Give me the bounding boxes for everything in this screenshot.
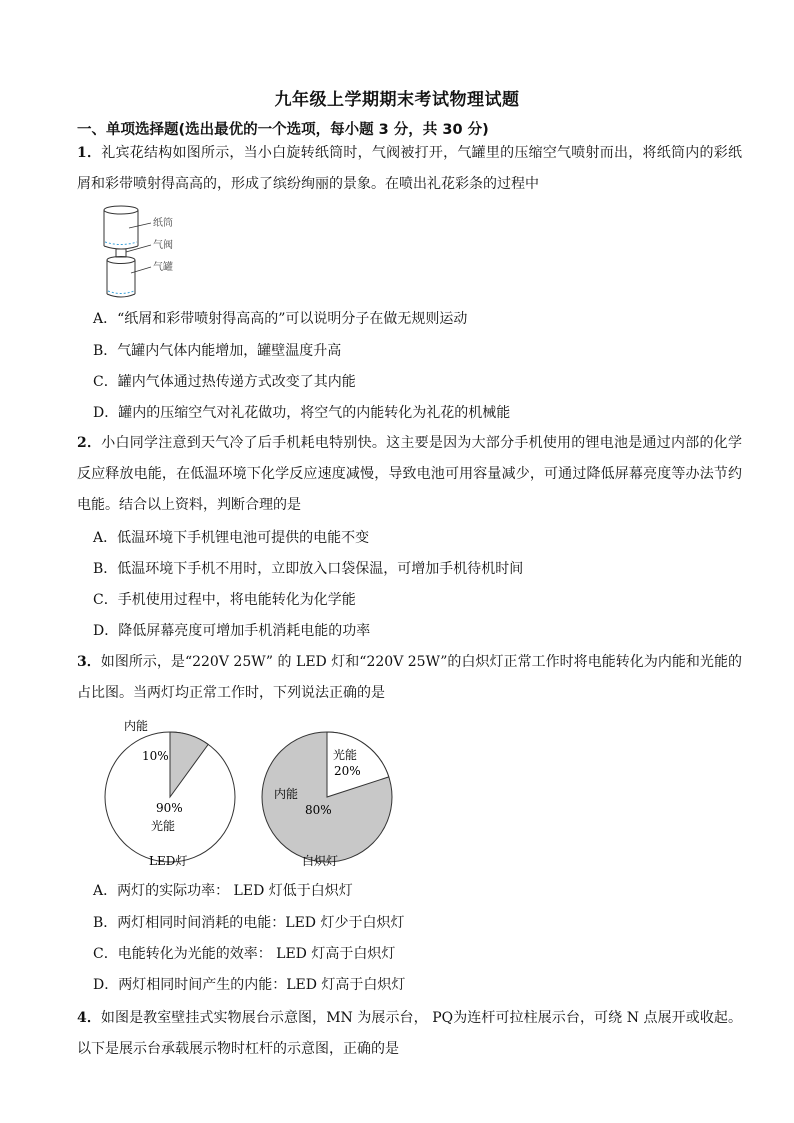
question-1 (77, 138, 742, 200)
question-number: 1． (77, 145, 102, 161)
bulb-caption: 白炽灯 (302, 854, 339, 868)
tank-water-line (108, 291, 134, 294)
bulb-pie-chart (257, 712, 397, 874)
bulb-light-label: 光能 (333, 748, 358, 762)
label-gas-tank: 气罐 (153, 262, 173, 273)
tube-water-line (105, 242, 137, 245)
label-paper-tube: 纸筒 (153, 218, 173, 229)
question-2 (77, 428, 742, 521)
bulb-inner-pct: 80% (305, 803, 332, 817)
question-4 (77, 1003, 742, 1065)
page-title: 九年级上学期期末考试物理试题 (274, 90, 520, 110)
led-pie-chart (100, 712, 240, 874)
option-c: C．罐内气体通过热传递方式改变了其内能 (93, 374, 356, 390)
option-b: B．低温环境下手机不用时，立即放入口袋保温，可增加手机待机时间 (93, 561, 524, 577)
led-light-label: 光能 (151, 819, 176, 833)
led-inner-pct: 10% (142, 749, 169, 763)
option-b: B．气罐内气体内能增加，罐壁温度升高 (93, 343, 342, 359)
option-d: D．降低屏幕亮度可增加手机消耗电能的功率 (93, 623, 371, 639)
party-popper-figure (97, 200, 197, 304)
question-number: 4． (77, 1010, 101, 1026)
label-valve: 气阀 (153, 240, 173, 251)
option-a: A．低温环境下手机锂电池可提供的电能不变 (93, 530, 370, 546)
option-d: D．罐内的压缩空气对礼花做功，将空气的内能转化为礼花的机械能 (93, 405, 511, 421)
option-a: A．两灯的实际功率： LED 灯低于白炽灯 (93, 883, 353, 899)
question-stem: 如图是教室壁挂式实物展台示意图，MN 为展示台， PQ为连杆可拉柱展示台，可绕 N 点展开或收起。以下是展示台承载展示物时杠杆的示意图，正确的是 (77, 1010, 742, 1057)
question-stem: 如图所示，是“220V 25W” 的 LED 灯和“220V 25W”的白炽灯正常工作时将电能转化为内能和光能的占比图。当两灯均正常工作时，下列说法正确的是 (77, 654, 742, 701)
option-a: A．“纸屑和彩带喷射得高高的”可以说明分子在做无规则运动 (93, 311, 468, 327)
question-number: 3． (77, 654, 101, 670)
bulb-inner-label: 内能 (274, 787, 299, 801)
option-d: D．两灯相同时间产生的内能：LED 灯高于白炽灯 (93, 977, 406, 993)
option-b: B．两灯相同时间消耗的电能：LED 灯少于白炽灯 (93, 915, 405, 931)
question-stem: 礼宾花结构如图所示，当小白旋转纸筒时，气阀被打开，气罐里的压缩空气喷射而出，将纸筒内的彩纸屑和彩带喷射得高高的，形成了缤纷绚丽的景象。在喷出礼花彩条的过程中 (77, 145, 742, 192)
option-c: C．电能转化为光能的效率： LED 灯高于白炽灯 (93, 946, 396, 962)
question-number: 2． (77, 435, 102, 451)
section-heading: 一、单项选择题(选出最优的一个选项，每小题 3 分，共 30 分) (77, 122, 489, 138)
bulb-light-pct: 20% (334, 764, 361, 778)
led-inner-label: 内能 (124, 719, 149, 733)
led-caption: LED灯 (149, 854, 188, 868)
option-c: C．手机使用过程中，将电能转化为化学能 (93, 592, 356, 608)
question-3 (77, 647, 742, 709)
led-light-pct: 90% (156, 801, 183, 815)
question-stem: 小白同学注意到天气冷了后手机耗电特别快。这主要是因为大部分手机使用的锂电池是通过内部的化学反应释放电能，在低温环境下化学反应速度减慢，导致电池可用容量减少，可通过降低屏幕亮度等办法节约电能。结合以上资料，判断合理的是 (77, 435, 742, 513)
